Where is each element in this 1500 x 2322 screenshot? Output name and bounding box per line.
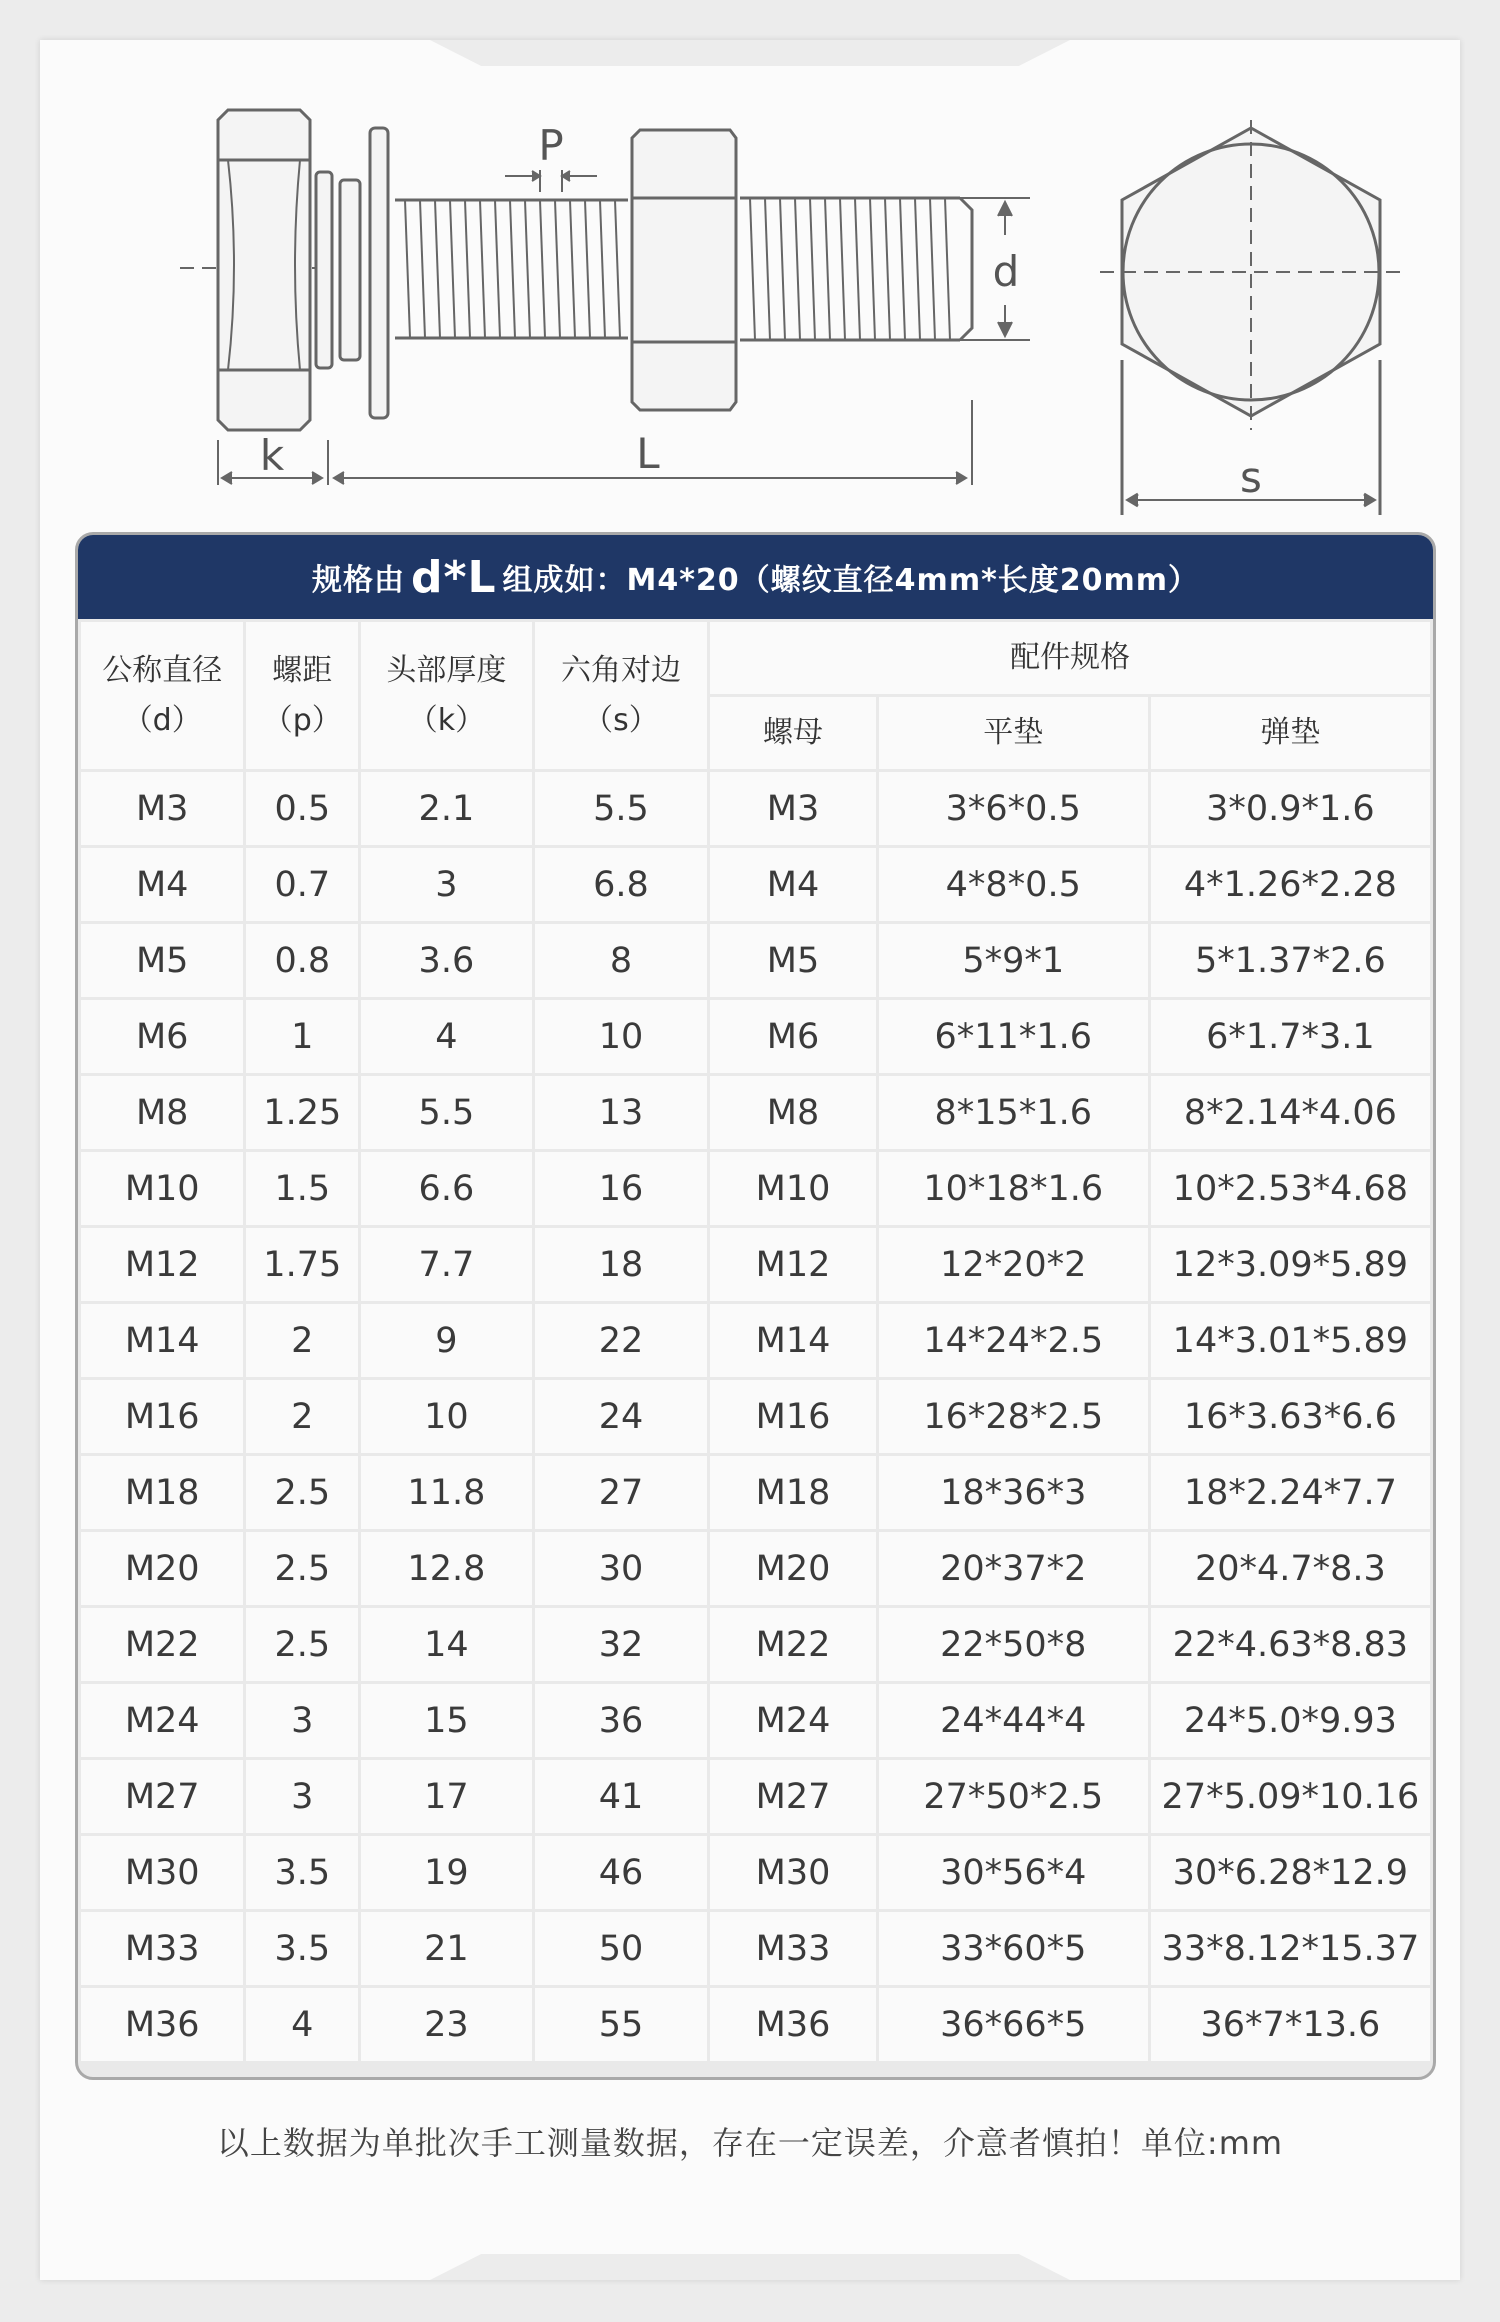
bolt-head — [218, 110, 310, 430]
cell-nut: M12 — [710, 1228, 875, 1301]
cell-pitch: 0.7 — [246, 848, 358, 921]
cell-pitch: 2.5 — [246, 1532, 358, 1605]
cell-spring-washer: 20*4.7*8.3 — [1151, 1532, 1430, 1605]
cell-nominal-diameter: M8 — [81, 1076, 243, 1149]
cell-across-flats: 50 — [535, 1912, 708, 1985]
cell-nut: M14 — [710, 1304, 875, 1377]
table-row — [81, 1532, 1430, 1605]
cell-head-thickness: 10 — [361, 1380, 532, 1453]
cell-nut: M4 — [710, 848, 875, 921]
cell-nut: M30 — [710, 1836, 875, 1909]
cell-head-thickness: 4 — [361, 1000, 532, 1073]
cell-pitch: 1.25 — [246, 1076, 358, 1149]
table-row — [81, 1000, 1430, 1073]
cell-spring-washer: 22*4.63*8.83 — [1151, 1608, 1430, 1681]
cell-pitch: 3.5 — [246, 1836, 358, 1909]
cell-nominal-diameter: M16 — [81, 1380, 243, 1453]
cell-across-flats: 41 — [535, 1760, 708, 1833]
cell-head-thickness: 19 — [361, 1836, 532, 1909]
header-nut: 螺母 — [710, 697, 875, 769]
cell-flat-washer: 22*50*8 — [879, 1608, 1148, 1681]
table-row — [81, 772, 1430, 845]
cell-nominal-diameter: M24 — [81, 1684, 243, 1757]
cell-nut: M8 — [710, 1076, 875, 1149]
table-row — [81, 848, 1430, 921]
cell-nut: M16 — [710, 1380, 875, 1453]
cell-spring-washer: 3*0.9*1.6 — [1151, 772, 1430, 845]
table-row — [81, 1228, 1430, 1301]
cell-nut: M18 — [710, 1456, 875, 1529]
table-row — [81, 1608, 1430, 1681]
cell-spring-washer: 8*2.14*4.06 — [1151, 1076, 1430, 1149]
cell-pitch: 0.8 — [246, 924, 358, 997]
cell-across-flats: 32 — [535, 1608, 708, 1681]
cell-nut: M3 — [710, 772, 875, 845]
table-row — [81, 1152, 1430, 1225]
cell-across-flats: 30 — [535, 1532, 708, 1605]
nut — [632, 130, 736, 410]
cell-nut: M10 — [710, 1152, 875, 1225]
cell-spring-washer: 6*1.7*3.1 — [1151, 1000, 1430, 1073]
flat-washer — [370, 128, 388, 418]
cell-across-flats: 10 — [535, 1000, 708, 1073]
header-accessories: 配件规格 — [710, 622, 1430, 694]
cell-head-thickness: 9 — [361, 1304, 532, 1377]
cell-pitch: 4 — [246, 1988, 358, 2061]
cell-pitch: 2.5 — [246, 1456, 358, 1529]
length-dimension — [218, 400, 972, 485]
cell-nominal-diameter: M33 — [81, 1912, 243, 1985]
cell-flat-washer: 27*50*2.5 — [879, 1760, 1148, 1833]
title-formula: d*L — [410, 551, 497, 603]
cell-pitch: 3 — [246, 1684, 358, 1757]
cell-flat-washer: 14*24*2.5 — [879, 1304, 1148, 1377]
cell-across-flats: 18 — [535, 1228, 708, 1301]
cell-spring-washer: 16*3.63*6.6 — [1151, 1380, 1430, 1453]
cell-head-thickness: 21 — [361, 1912, 532, 1985]
cell-head-thickness: 14 — [361, 1608, 532, 1681]
cell-flat-washer: 4*8*0.5 — [879, 848, 1148, 921]
table-row — [81, 924, 1430, 997]
cell-across-flats: 6.8 — [535, 848, 708, 921]
cell-head-thickness: 17 — [361, 1760, 532, 1833]
cell-across-flats: 46 — [535, 1836, 708, 1909]
cell-across-flats: 8 — [535, 924, 708, 997]
cell-head-thickness: 3.6 — [361, 924, 532, 997]
cell-head-thickness: 6.6 — [361, 1152, 532, 1225]
header-nominal-diameter: 公称直径 （d） — [81, 622, 243, 769]
cell-pitch: 2.5 — [246, 1608, 358, 1681]
table-body — [81, 772, 1430, 2061]
cell-flat-washer: 3*6*0.5 — [879, 772, 1148, 845]
cell-head-thickness: 3 — [361, 848, 532, 921]
cell-spring-washer: 36*7*13.6 — [1151, 1988, 1430, 2061]
cell-pitch: 3.5 — [246, 1912, 358, 1985]
cell-nominal-diameter: M6 — [81, 1000, 243, 1073]
table-row — [81, 1988, 1430, 2061]
cell-flat-washer: 30*56*4 — [879, 1836, 1148, 1909]
cell-flat-washer: 12*20*2 — [879, 1228, 1148, 1301]
spring-washer — [316, 172, 332, 368]
cell-flat-washer: 16*28*2.5 — [879, 1380, 1148, 1453]
table-row — [81, 1456, 1430, 1529]
cell-pitch: 2 — [246, 1304, 358, 1377]
pitch-label: P — [538, 121, 564, 170]
cell-pitch: 2 — [246, 1380, 358, 1453]
table-row — [81, 1304, 1430, 1377]
cell-across-flats: 24 — [535, 1380, 708, 1453]
cell-nominal-diameter: M5 — [81, 924, 243, 997]
header-head-thickness: 头部厚度 （k） — [361, 622, 532, 769]
card-notch-bottom — [430, 2254, 1070, 2280]
cell-head-thickness: 5.5 — [361, 1076, 532, 1149]
cell-spring-washer: 30*6.28*12.9 — [1151, 1836, 1430, 1909]
cell-spring-washer: 18*2.24*7.7 — [1151, 1456, 1430, 1529]
cell-spring-washer: 10*2.53*4.68 — [1151, 1152, 1430, 1225]
cell-pitch: 1.5 — [246, 1152, 358, 1225]
cell-across-flats: 5.5 — [535, 772, 708, 845]
head-thickness-label: k — [259, 431, 285, 480]
header-across-flats: 六角对边 （s） — [535, 622, 708, 769]
table-row — [81, 1760, 1430, 1833]
length-label: L — [636, 429, 660, 478]
cell-pitch: 3 — [246, 1760, 358, 1833]
cell-head-thickness: 11.8 — [361, 1456, 532, 1529]
spec-table-card — [75, 532, 1436, 2080]
cell-across-flats: 16 — [535, 1152, 708, 1225]
cell-pitch: 1.75 — [246, 1228, 358, 1301]
cell-nominal-diameter: M22 — [81, 1608, 243, 1681]
cell-spring-washer: 33*8.12*15.37 — [1151, 1912, 1430, 1985]
cell-flat-washer: 24*44*4 — [879, 1684, 1148, 1757]
cell-nominal-diameter: M4 — [81, 848, 243, 921]
cell-nut: M20 — [710, 1532, 875, 1605]
cell-flat-washer: 36*66*5 — [879, 1988, 1148, 2061]
cell-flat-washer: 10*18*1.6 — [879, 1152, 1148, 1225]
table-row — [81, 1912, 1430, 1985]
cell-nominal-diameter: M14 — [81, 1304, 243, 1377]
cell-across-flats: 55 — [535, 1988, 708, 2061]
cell-flat-washer: 8*15*1.6 — [879, 1076, 1148, 1149]
cell-nominal-diameter: M18 — [81, 1456, 243, 1529]
cell-nominal-diameter: M10 — [81, 1152, 243, 1225]
cell-nut: M22 — [710, 1608, 875, 1681]
cell-nominal-diameter: M36 — [81, 1988, 243, 2061]
cell-head-thickness: 12.8 — [361, 1532, 532, 1605]
cell-spring-washer: 24*5.0*9.93 — [1151, 1684, 1430, 1757]
title-suffix: 组成如：M4*20（螺纹直径4mm*长度20mm） — [502, 563, 1200, 598]
table-row — [81, 1076, 1430, 1149]
cell-spring-washer: 12*3.09*5.89 — [1151, 1228, 1430, 1301]
cell-flat-washer: 18*36*3 — [879, 1456, 1148, 1529]
cell-nominal-diameter: M20 — [81, 1532, 243, 1605]
cell-across-flats: 36 — [535, 1684, 708, 1757]
spec-table — [78, 619, 1433, 2064]
bolt-diagram — [0, 60, 1500, 530]
title-prefix: 规格由 — [311, 563, 405, 598]
across-flats-label: s — [1240, 453, 1262, 502]
cell-nominal-diameter: M3 — [81, 772, 243, 845]
footnote: 以上数据为单批次手工测量数据，存在一定误差，介意者慎拍！单位:mm — [216, 2124, 1284, 2162]
cell-head-thickness: 23 — [361, 1988, 532, 2061]
cell-nut: M27 — [710, 1760, 875, 1833]
cell-spring-washer: 5*1.37*2.6 — [1151, 924, 1430, 997]
cell-nominal-diameter: M30 — [81, 1836, 243, 1909]
header-flat-washer: 平垫 — [879, 697, 1148, 769]
cell-flat-washer: 33*60*5 — [879, 1912, 1148, 1985]
header-pitch: 螺距 （p） — [246, 622, 358, 769]
cell-nut: M5 — [710, 924, 875, 997]
title-bar — [78, 535, 1433, 619]
cell-nut: M6 — [710, 1000, 875, 1073]
cell-flat-washer: 20*37*2 — [879, 1532, 1148, 1605]
cell-head-thickness: 7.7 — [361, 1228, 532, 1301]
cell-across-flats: 27 — [535, 1456, 708, 1529]
cell-head-thickness: 15 — [361, 1684, 532, 1757]
cell-pitch: 1 — [246, 1000, 358, 1073]
table-row — [81, 1684, 1430, 1757]
cell-head-thickness: 2.1 — [361, 772, 532, 845]
cell-across-flats: 22 — [535, 1304, 708, 1377]
pitch-dimension — [505, 170, 597, 192]
diameter-label: d — [992, 247, 1020, 296]
table-row — [81, 1836, 1430, 1909]
cell-spring-washer: 27*5.09*10.16 — [1151, 1760, 1430, 1833]
cell-nominal-diameter: M27 — [81, 1760, 243, 1833]
cell-nut: M33 — [710, 1912, 875, 1985]
cell-nut: M36 — [710, 1988, 875, 2061]
cell-across-flats: 13 — [535, 1076, 708, 1149]
cell-spring-washer: 4*1.26*2.28 — [1151, 848, 1430, 921]
table-row — [81, 1380, 1430, 1453]
cell-nut: M24 — [710, 1684, 875, 1757]
cell-pitch: 0.5 — [246, 772, 358, 845]
header-spring-washer: 弹垫 — [1151, 697, 1430, 769]
cell-nominal-diameter: M12 — [81, 1228, 243, 1301]
cell-flat-washer: 6*11*1.6 — [879, 1000, 1148, 1073]
cell-spring-washer: 14*3.01*5.89 — [1151, 1304, 1430, 1377]
cell-flat-washer: 5*9*1 — [879, 924, 1148, 997]
